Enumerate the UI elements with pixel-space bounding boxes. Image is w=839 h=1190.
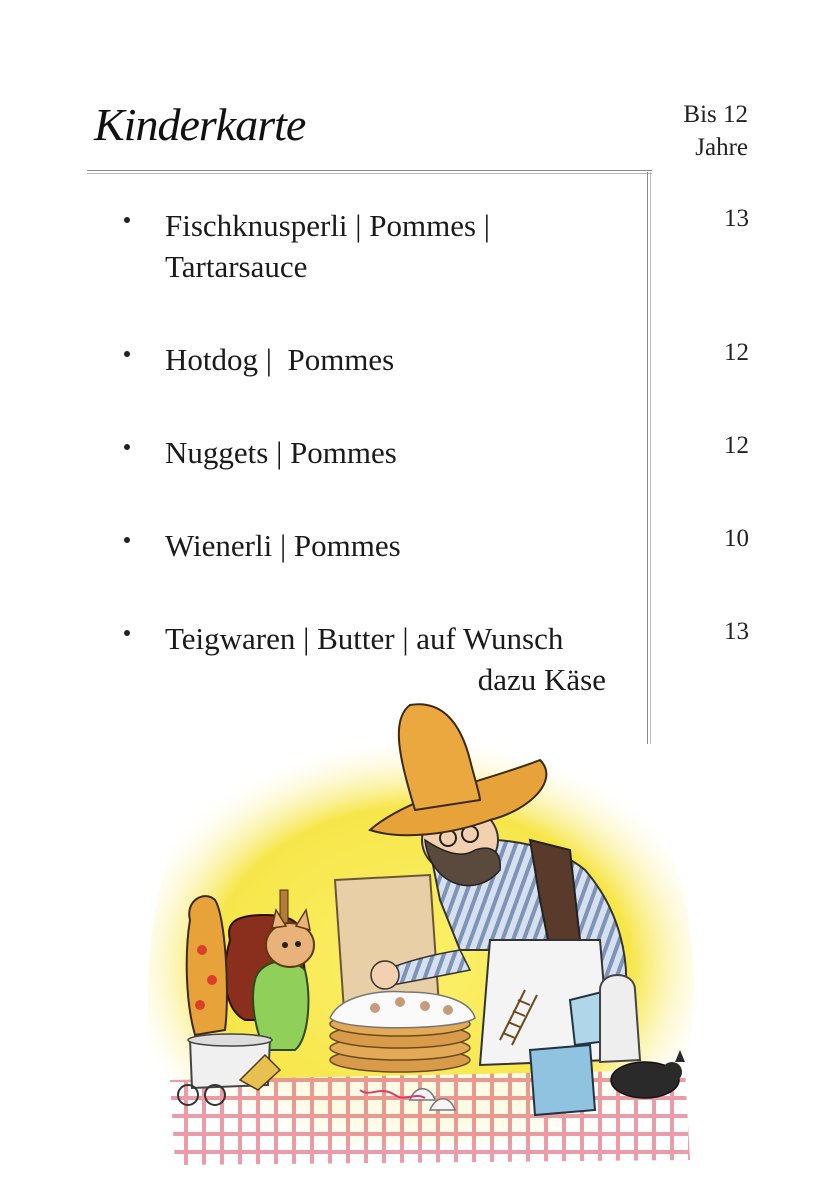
menu-item-line2: dazu Käse: [477, 662, 606, 697]
milk-can: [600, 975, 640, 1062]
menu-item-name: [165, 618, 610, 700]
menu-item-name: [165, 339, 610, 380]
bullet-icon: [124, 217, 130, 223]
menu-item-name: [165, 205, 610, 287]
menu-item-line1: Teigwaren | Butter | auf Wunsch: [165, 621, 564, 656]
menu-item-name: [165, 432, 610, 473]
vertical-rule: [647, 172, 651, 744]
hat-crown: [399, 704, 480, 810]
menu-item-line1: Hotdog | Pommes: [165, 342, 395, 377]
man-hand: [371, 961, 399, 989]
menu-item-name: [165, 525, 610, 566]
bullet-icon: [124, 630, 130, 636]
menu-item-price: 13: [724, 618, 749, 645]
menu-item-line2: Tartarsauce: [165, 249, 308, 284]
menu-item-line1: Fischknusperli | Pommes |: [165, 208, 491, 243]
page-title: Kinderkarte: [94, 99, 306, 150]
horizontal-rule: [87, 170, 652, 174]
wrapped-bottle: [187, 896, 227, 1035]
bullet-icon: [124, 537, 130, 543]
menu-item-price: 10: [724, 525, 749, 552]
age-note: [648, 98, 748, 164]
menu-item-line1: Wienerli | Pommes: [165, 528, 401, 563]
age-note-line2: Jahre: [695, 134, 748, 161]
blue-box: [530, 1045, 595, 1115]
age-note-line1: Bis 12: [683, 101, 748, 128]
bullet-icon: [124, 351, 130, 357]
cooking-illustration-icon: [130, 700, 710, 1170]
menu-item-price: 12: [724, 339, 749, 366]
bullet-icon: [124, 444, 130, 450]
menu-item-price: 12: [724, 432, 749, 459]
menu-item-line1: Nuggets | Pommes: [165, 435, 397, 470]
menu-item-price: 13: [724, 205, 749, 232]
